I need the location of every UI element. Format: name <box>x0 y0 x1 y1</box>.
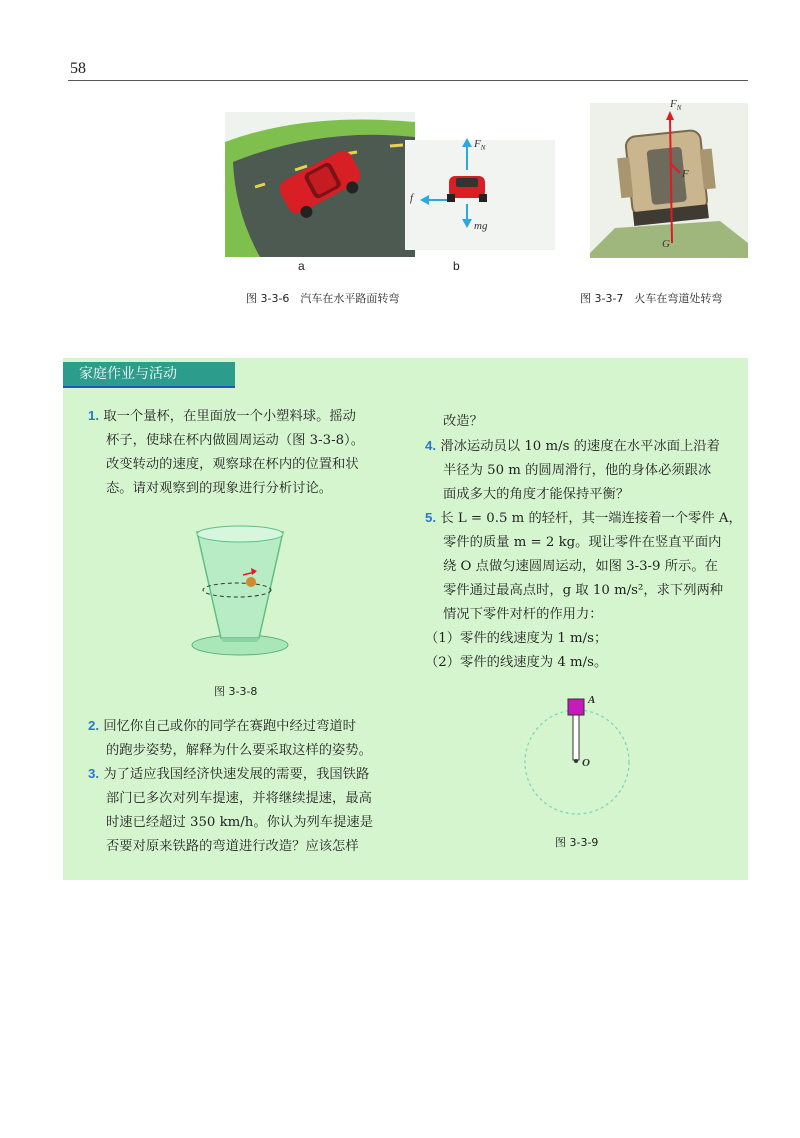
question-line: 部门已多次对列车提速，并将继续提速，最高 <box>106 791 372 806</box>
point-a-label: A <box>588 694 596 706</box>
question-number: 3. <box>88 766 100 781</box>
mg-label: mg <box>474 220 488 232</box>
point-o-label: O <box>582 757 590 769</box>
header-rule <box>68 80 748 81</box>
question-line: 长 L = 0.5 m 的轻杆，其一端连接着一个零件 A， <box>440 511 742 526</box>
question-4 <box>425 434 720 507</box>
figure-3-3-6-sub-a: a <box>298 259 305 273</box>
question-line: 改变转动的速度，观察球在杯内的位置和状 <box>106 457 359 472</box>
question-line: 半径为 50 m 的圆周滑行，他的身体必须跟冰 <box>443 463 712 478</box>
figure-3-3-9-caption: 图 3-3-9 <box>555 836 599 849</box>
question-line: 否要对原来铁路的弯道进行改造？应该怎样 <box>106 839 359 854</box>
question-3-continuation: 改造？ <box>443 414 483 429</box>
question-line: 为了适应我国经济快速发展的需要，我国铁路 <box>103 767 370 782</box>
train-fn-label: $F_N$ <box>670 98 682 113</box>
figure-3-3-7-caption: 图 3-3-7 火车在弯道处转弯 <box>580 292 723 305</box>
figure-3-3-8-caption: 图 3-3-8 <box>214 685 258 698</box>
car-on-road-illustration <box>225 112 415 257</box>
question-line: 态。请对观察到的现象进行分析讨论。 <box>106 481 333 496</box>
question-line: （2）零件的线速度为 4 m/s。 <box>425 655 608 670</box>
measuring-cup-illustration <box>185 520 295 660</box>
question-2 <box>88 714 372 763</box>
fn-label: $F_N$ <box>474 138 486 153</box>
question-line: 面成多大的角度才能保持平衡？ <box>443 487 630 502</box>
question-line: 时速已经超过 350 km/h。你认为列车提速是 <box>106 815 373 830</box>
train-curve-illustration <box>590 103 748 258</box>
question-line: 情况下零件对杆的作用力： <box>443 607 603 622</box>
section-header: 家庭作业与活动 <box>63 362 235 386</box>
question-line: 回忆你自己或你的同学在赛跑中经过弯道时 <box>103 719 356 734</box>
train-f-label: F <box>682 168 689 180</box>
question-1 <box>88 404 364 501</box>
question-line: （1）零件的线速度为 1 m/s； <box>425 631 608 646</box>
question-number: 2. <box>88 718 100 733</box>
question-number: 1. <box>88 408 100 423</box>
question-number: 5. <box>425 510 437 525</box>
question-line: 的跑步姿势，解释为什么要采取这样的姿势。 <box>106 743 372 758</box>
question-5 <box>425 506 742 675</box>
rod-circle-diagram <box>515 690 640 815</box>
figure-3-3-6-sub-b: b <box>453 259 460 273</box>
figure-3-3-6-caption: 图 3-3-6 汽车在水平路面转弯 <box>246 292 400 305</box>
question-line: 绕 O 点做匀速圆周运动，如图 3-3-9 所示。在 <box>443 559 718 574</box>
question-line: 零件通过最高点时，g 取 10 m/s²，求下列两种 <box>443 583 724 598</box>
page-number: 58 <box>70 60 86 77</box>
question-line: 滑冰运动员以 10 m/s 的速度在水平冰面上沿着 <box>440 439 720 454</box>
question-line: 零件的质量 m = 2 kg。现让零件在竖直平面内 <box>443 535 722 550</box>
question-3 <box>88 762 373 859</box>
question-line: 杯子，使球在杯内做圆周运动（图 3-3-8）。 <box>106 433 364 448</box>
section-header-underline <box>63 386 235 388</box>
train-g-label: G <box>662 238 670 250</box>
question-number: 4. <box>425 438 437 453</box>
friction-label: f <box>410 192 414 204</box>
question-line: 取一个量杯，在里面放一个小塑料球。摇动 <box>103 409 356 424</box>
